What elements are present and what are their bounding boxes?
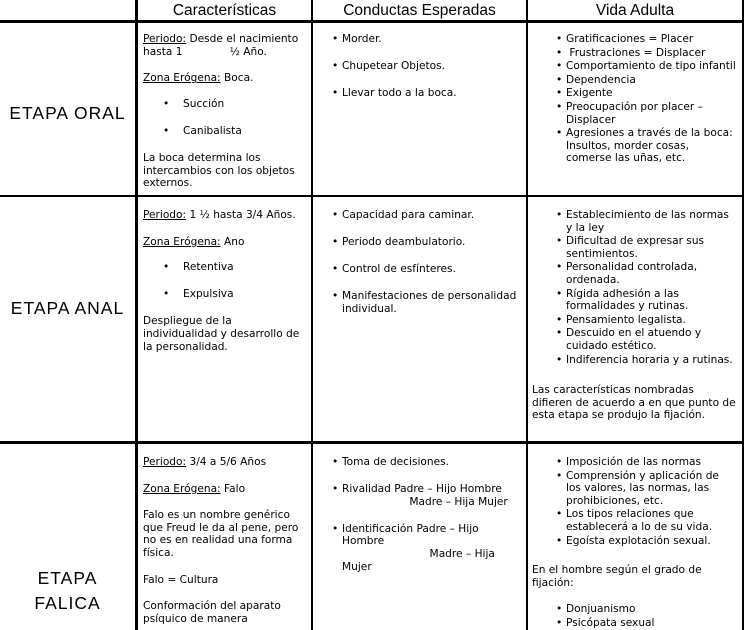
list-item: • Canibalista — [143, 125, 308, 138]
periodo-value-line2: hasta 1 ½ Año. — [143, 45, 267, 58]
list-item: • Descuido en el atuendo y cuidado estético. — [541, 327, 737, 352]
oral-note: La boca determina los intercambios con los objetos externos. — [143, 151, 295, 190]
list-item: • Capacidad para caminar. — [317, 209, 522, 222]
falica-caracteristicas — [143, 456, 308, 625]
zona-erogena-value: Ano — [220, 235, 245, 248]
list-item: • Psicópata sexual — [541, 617, 737, 630]
list-item: • Control de esfínteres. — [317, 263, 522, 276]
list-item: • Expulsiva — [143, 288, 308, 301]
row-divider — [0, 195, 744, 197]
list-item: • Retentiva — [143, 261, 308, 274]
list-item: • Manifestaciones de personalidad individual. — [317, 290, 522, 315]
falica-vida-adulta — [541, 456, 737, 548]
stage-label-anal: ETAPA ANAL — [10, 298, 125, 318]
list-item-line: Madre – Hija Mujer — [342, 495, 508, 508]
oral-caracteristicas — [143, 33, 308, 190]
row-divider — [0, 441, 744, 444]
anal-conductas — [317, 209, 522, 330]
header-conductas-esperadas: Conductas Esperadas — [343, 2, 496, 19]
stage-label-line: ETAPA — [37, 568, 98, 588]
list-item-line: Madre – Hija — [342, 547, 495, 560]
list-item: • Imposición de las normas — [541, 456, 737, 469]
oral-conductas — [317, 33, 522, 114]
zona-erogena-label: Zona Erógena: — [143, 482, 221, 495]
list-item: • Morder. — [317, 33, 522, 46]
list-item: • Preocupación por placer – Displacer — [541, 101, 737, 126]
zona-erogena-value: Falo — [220, 482, 246, 495]
anal-caracteristicas — [143, 209, 308, 353]
list-item: • Periodo deambulatorio. — [317, 236, 522, 249]
list-item: • Rígida adhesión a las formalidades y rutinas. — [541, 288, 737, 313]
list-item: • Los tipos relaciones que establecerá a lo de su vida. — [541, 508, 737, 533]
stage-label-oral: ETAPA ORAL — [9, 103, 126, 123]
column-divider — [526, 0, 528, 630]
list-item: • Llevar todo a la boca. — [317, 87, 522, 100]
periodo-label: Periodo: — [143, 209, 187, 221]
list-item: • Pensamiento legalista. — [541, 314, 737, 327]
list-item — [317, 523, 522, 573]
list-item — [317, 483, 522, 508]
list-item: • Establecimiento de las normas y la ley — [541, 209, 737, 234]
oral-vida-adulta — [541, 33, 737, 166]
periodo-label: Periodo: — [143, 456, 187, 468]
list-item: • Toma de decisiones. — [317, 456, 522, 469]
list-item: • Exigente — [541, 87, 737, 100]
periodo-value: 3/4 a 5/6 Años — [186, 456, 267, 468]
header-vida-adulta: Vida Adulta — [595, 2, 675, 19]
list-item: • Agresiones a través de la boca: Insultos, morder cosas, comerse las uñas, etc. — [541, 127, 737, 165]
anal-vida-adulta — [541, 209, 737, 367]
zona-items — [143, 261, 308, 301]
header-caracteristicas: Características — [172, 2, 277, 19]
zona-items — [143, 98, 308, 138]
falica-vida-note: En el hombre según el grado de fijación: — [532, 564, 702, 589]
falica-note: Falo es un nombre genérico que Freud le da al pene, pero no es en realidad una forma física. — [143, 509, 299, 559]
periodo-label: Periodo: — [143, 33, 187, 45]
list-item: • Comprensión y aplicación de los valores, las normas, las prohibiciones, etc. — [541, 470, 737, 508]
zona-erogena-label: Zona Erógena: — [143, 72, 221, 85]
list-item: • Donjuanismo — [541, 603, 737, 616]
list-item: • Comportamiento de tipo infantil — [541, 60, 737, 73]
list-item: • Egoísta explotación sexual. — [541, 535, 737, 548]
falica-vida-list-2 — [541, 603, 737, 630]
list-item-line: • Identificación Padre – Hijo Hombre — [342, 522, 479, 548]
periodo-value: Desde el nacimiento — [186, 33, 299, 45]
list-item: • Indiferencia horaria y a rutinas. — [541, 354, 737, 367]
list-item: • Frustraciones = Displacer — [541, 47, 737, 60]
column-divider — [311, 0, 313, 630]
anal-vida-note: Las características nombradas difieren de acuerdo a en que punto de esta etapa se produjo la fijación. — [532, 384, 736, 422]
column-divider — [135, 0, 138, 630]
falica-note: Conformación del aparato psíquico de manera — [143, 600, 281, 625]
stage-label-line: FALICA — [34, 593, 101, 613]
anal-note: Despliegue de la individualidad y desarrollo de la personalidad. — [143, 315, 300, 353]
zona-erogena-label: Zona Erógena: — [143, 235, 221, 248]
falica-note: Falo = Cultura — [143, 573, 219, 586]
periodo-value: 1 ½ hasta 3/4 Años. — [186, 209, 296, 221]
list-item: • Personalidad controlada, ordenada. — [541, 261, 737, 286]
list-item: • Chupetear Objetos. — [317, 60, 522, 73]
zona-erogena-value: Boca. — [220, 72, 254, 85]
falica-conductas — [317, 456, 522, 573]
list-item: • Gratificaciones = Placer — [541, 33, 737, 46]
list-item: • Dependencia — [541, 74, 737, 87]
list-item-line: Mujer — [342, 560, 372, 573]
list-item: • Dificultad de expresar sus sentimientos. — [541, 235, 737, 260]
list-item-line: • Rivalidad Padre – Hijo Hombre — [342, 483, 502, 496]
list-item: • Succión — [143, 98, 308, 111]
stage-label-falica — [0, 566, 135, 616]
